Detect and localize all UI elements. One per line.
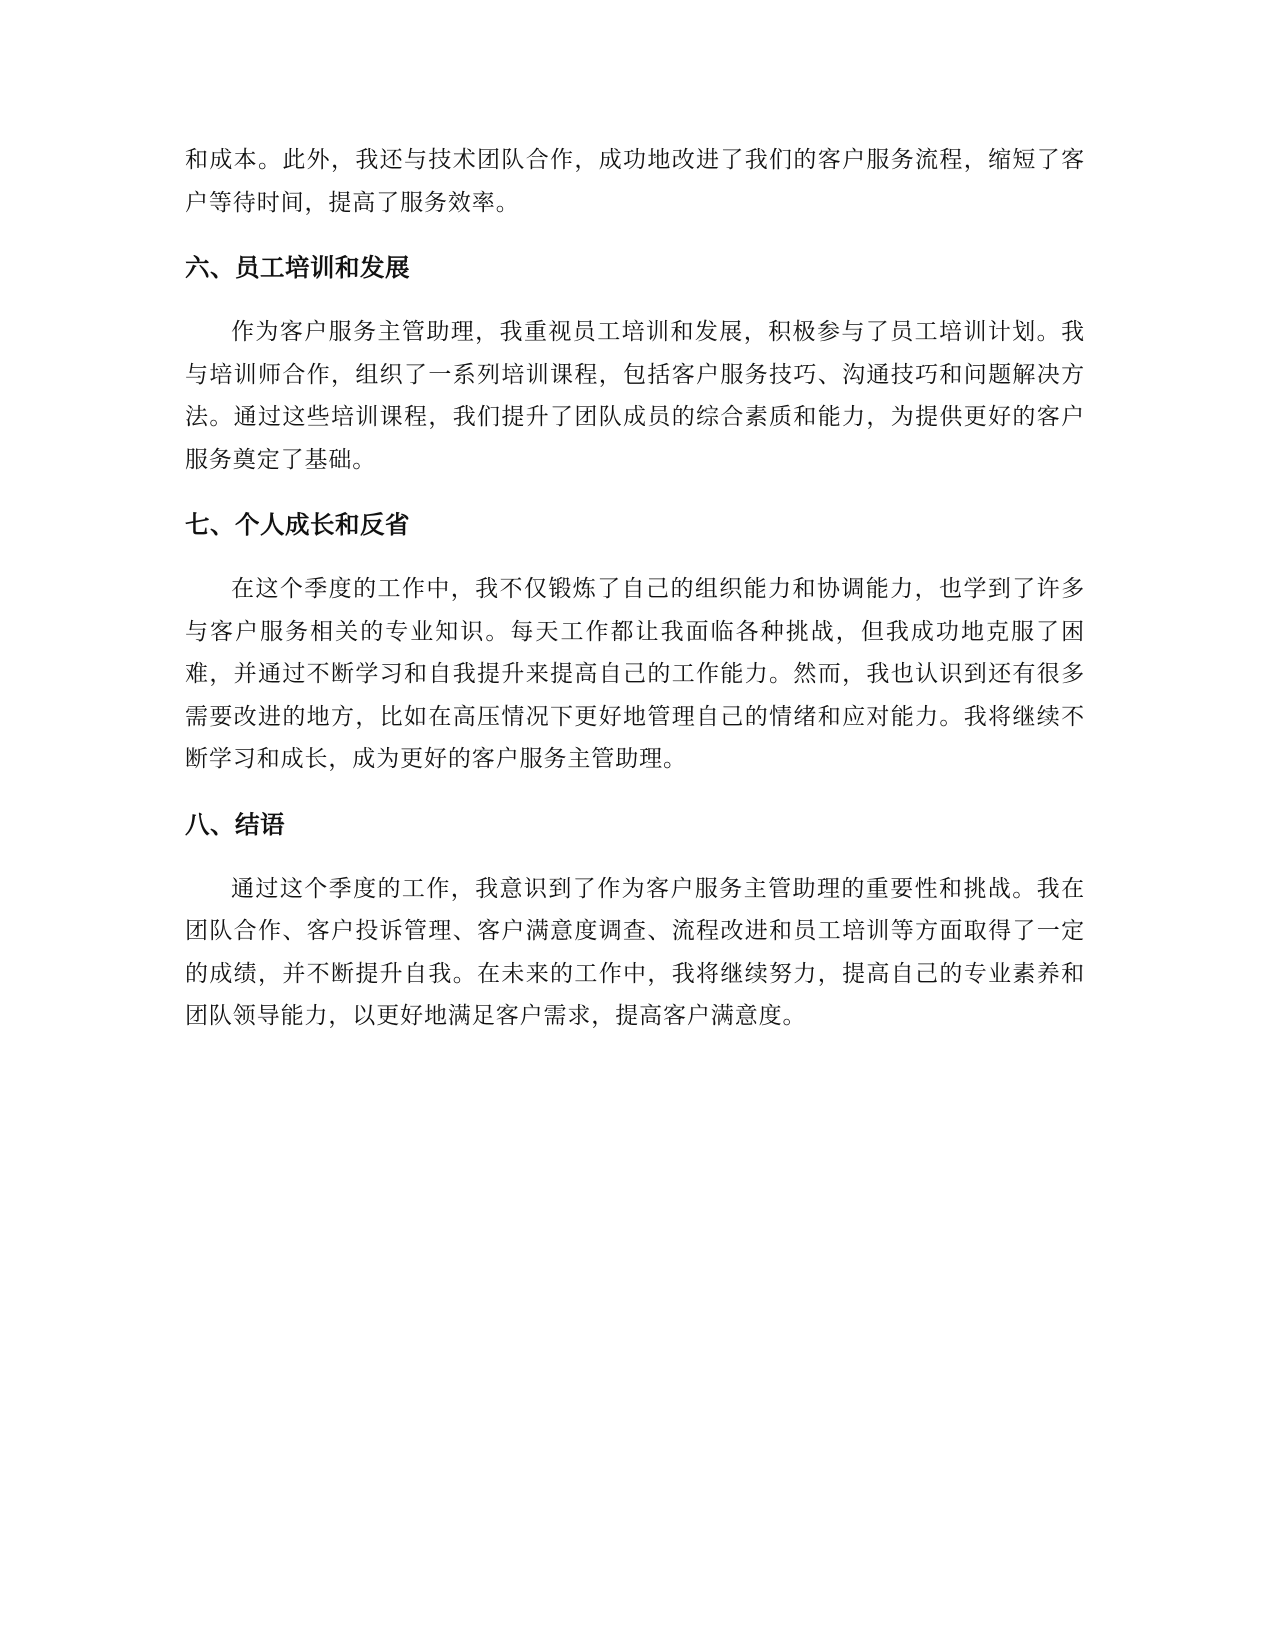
continued-paragraph: 和成本。此外，我还与技术团队合作，成功地改进了我们的客户服务流程，缩短了客户等待时间，提高了服务效率。: [185, 147, 1085, 216]
document-page: [185, 139, 1085, 1038]
section-heading-staff-training: 六、员工培训和发展: [185, 253, 410, 282]
section-heading-conclusion: 八、结语: [185, 809, 285, 839]
section-heading-personal-growth: 七、个人成长和反省: [185, 510, 410, 539]
section-body-conclusion: 通过这个季度的工作，我意识到了作为客户服务主管助理的重要性和挑战。我在团队合作、客户投诉管理、客户满意度调查、流程改进和员工培训等方面取得了一定的成绩，并不断提升自我。在未来的工作中，我将继续努力，提高自己的专业素养和团队领导能力，以更好地满足客户需求，提高客户满意度。: [185, 875, 1085, 1029]
section-body-personal-growth: 在这个季度的工作中，我不仅锻炼了自己的组织能力和协调能力，也学到了许多与客户服务相关的专业知识。每天工作都让我面临各种挑战，但我成功地克服了困难，并通过不断学习和自我提升来提高自己的工作能力。然而，我也认识到还有很多需要改进的地方，比如在高压情况下更好地管理自己的情绪和应对能力。我将继续不断学习和成长，成为更好的客户服务主管助理。: [185, 576, 1085, 772]
section-body-staff-training: 作为客户服务主管助理，我重视员工培训和发展，积极参与了员工培训计划。我与培训师合作，组织了一系列培训课程，包括客户服务技巧、沟通技巧和问题解决方法。通过这些培训课程，我们提升了团队成员的综合素质和能力，为提供更好的客户服务奠定了基础。: [185, 319, 1085, 473]
